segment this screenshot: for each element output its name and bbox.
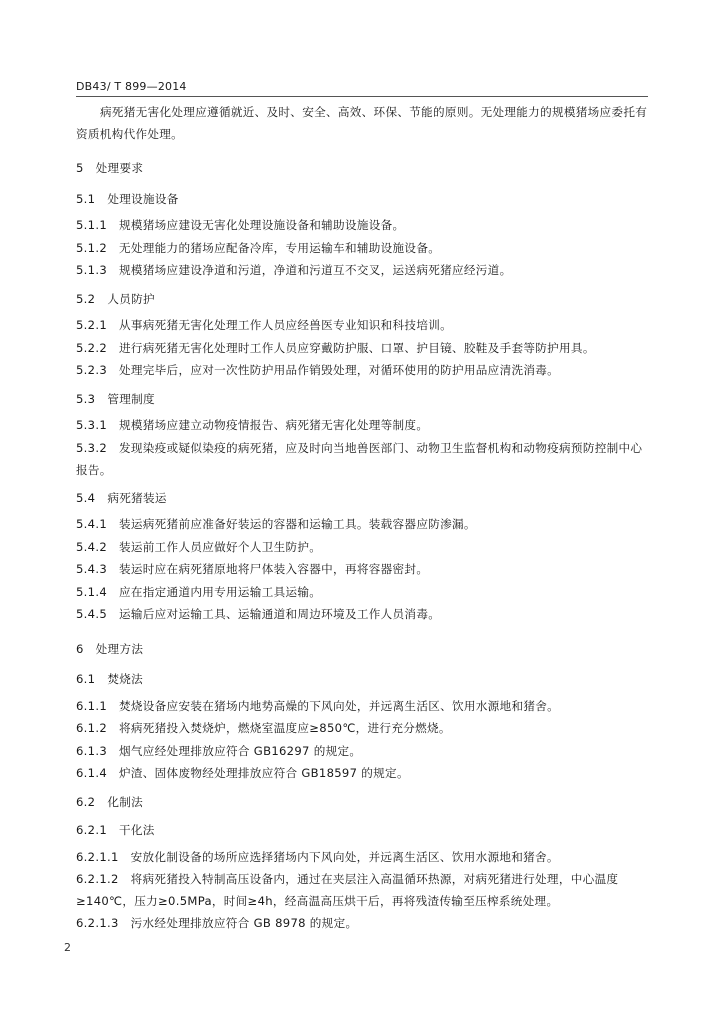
clause-number: 6.1.3	[76, 743, 107, 758]
subsection-title: 焚烧法	[107, 672, 143, 686]
clause	[76, 717, 648, 740]
clause-text: 规模猪场应建立动物疫情报告、病死猪无害化处理等制度。	[118, 418, 429, 432]
clause-text: 将病死猪投入焚烧炉，燃烧室温度应≥850℃，进行充分燃烧。	[118, 721, 451, 735]
clause-text: 将病死猪投入特制高压设备内，通过在夹层注入高温循环热源，对病死猪进行处理，中心温度≥140℃，压力≥0.5MPa，时间≥4h，经高温高压烘干后，再将残渣传输至压榨系统处理。	[76, 872, 619, 908]
clause	[76, 912, 648, 935]
clause-text: 焚烧设备应安装在猪场内地势高燥的下风向处，并远离生活区、饮用水源地和猪舍。	[118, 698, 560, 713]
subsection-title: 化制法	[107, 794, 143, 809]
clause-text: 无处理能力的猪场应配备冷库，专用运输车和辅助设施设备。	[118, 240, 441, 255]
clause-number: 5.3.1	[76, 418, 107, 432]
subsection-heading	[76, 388, 648, 411]
clause-number: 5.2.3	[76, 363, 107, 377]
subsubsection-heading	[76, 819, 648, 842]
clause	[76, 581, 648, 604]
clause-text: 装运时应在病死猪原地将尸体装入容器中，再将容器密封。	[118, 562, 429, 576]
subsection-title: 病死猪装运	[107, 490, 167, 505]
subsection-title: 管理制度	[107, 391, 155, 406]
clause-text: 烟气应经处理排放应符合 GB16297 的规定。	[118, 743, 362, 758]
clause-text: 应在指定通道内用专用运输工具运输。	[118, 584, 322, 599]
subsection-number: 5.3	[76, 391, 96, 406]
clause-text: 装运病死猪前应准备好装运的容器和运输工具。装载容器应防渗漏。	[118, 517, 476, 531]
clause	[76, 237, 648, 260]
subsection-number: 5.2	[76, 291, 96, 306]
subsection-number: 6.2	[76, 794, 96, 809]
subsection-number: 5.1	[76, 191, 96, 206]
clause	[76, 868, 648, 912]
clause-text: 安放化制设备的场所应选择猪场内下风向处，并远离生活区、饮用水源地和猪舍。	[130, 849, 559, 864]
clause	[76, 762, 648, 785]
subsection-heading	[76, 668, 648, 691]
section-title: 处理方法	[95, 641, 144, 656]
subsection-heading	[76, 791, 648, 814]
subsection-number: 6.1	[76, 672, 96, 686]
section-title: 处理要求	[95, 161, 144, 175]
clause-number: 5.4.3	[76, 562, 107, 576]
clause	[76, 314, 648, 337]
clause	[76, 740, 648, 763]
clause-number: 5.2.2	[76, 340, 107, 355]
clause	[76, 695, 648, 718]
subsection-number: 5.4	[76, 490, 96, 505]
section-number: 5	[76, 161, 84, 175]
standard-code: DB43/ T 899—2014	[76, 80, 187, 93]
clause	[76, 846, 648, 869]
clause-number: 5.4.2	[76, 539, 107, 554]
clause-number: 5.2.1	[76, 318, 107, 332]
clause	[76, 214, 648, 237]
clause	[76, 603, 648, 626]
clause-text: 规模猪场应建设无害化处理设施设备和辅助设施设备。	[118, 218, 405, 232]
clause-text: 装运前工作人员应做好个人卫生防护。	[118, 539, 322, 554]
clause	[76, 337, 648, 360]
subsubsection-title: 干化法	[118, 823, 155, 837]
clause	[76, 259, 648, 282]
clause-text: 处理完毕后，应对一次性防护用品作销毁处理，对循环使用的防护用品应清洗消毒。	[118, 363, 560, 377]
header-divider	[76, 96, 648, 97]
clause	[76, 513, 648, 536]
section-heading	[76, 157, 648, 180]
subsection-title: 人员防护	[107, 291, 155, 306]
clause-number: 5.1.3	[76, 263, 107, 277]
clause-number: 5.1.4	[76, 584, 107, 599]
section-number: 6	[76, 641, 84, 656]
clause-text: 从事病死猪无害化处理工作人员应经兽医专业知识和科技培训。	[118, 318, 452, 332]
subsection-title: 处理设施设备	[107, 191, 179, 206]
intro-paragraph: 病死猪无害化处理应遵循就近、及时、安全、高效、环保、节能的原则。无处理能力的规模猪场应委托有资质机构代作处理。	[76, 105, 648, 141]
clause-text: 炉渣、固体废物经处理排放应符合 GB18597 的规定。	[118, 766, 409, 780]
document-body	[76, 101, 648, 935]
clause-number: 6.2.1.2	[76, 872, 119, 886]
clause-text: 进行病死猪无害化处理时工作人员应穿戴防护服、口罩、护目镜、胶鞋及手套等防护用具。	[118, 340, 595, 355]
clause-number: 6.1.1	[76, 698, 107, 713]
clause-text: 运输后应对运输工具、运输通道和周边环境及工作人员消毒。	[118, 607, 441, 621]
clause-number: 6.1.4	[76, 766, 107, 780]
subsubsection-number: 6.2.1	[76, 823, 107, 837]
clause-text: 发现染疫或疑似染疫的病死猪，应及时向当地兽医部门、动物卫生监督机构和动物疫病预防控制中心报告。	[76, 440, 643, 477]
clause-number: 5.4.1	[76, 517, 107, 531]
clause	[76, 359, 648, 382]
subsection-heading	[76, 188, 648, 211]
clause-text: 污水经处理排放应符合 GB 8978 的规定。	[130, 916, 358, 930]
clause	[76, 558, 648, 581]
clause-number: 5.3.2	[76, 440, 107, 455]
clause-number: 6.2.1.3	[76, 916, 119, 930]
clause-number: 6.1.2	[76, 721, 107, 735]
clause-number: 5.1.2	[76, 240, 107, 255]
clause	[76, 536, 648, 559]
clause-number: 5.1.1	[76, 218, 107, 232]
section-heading	[76, 638, 648, 661]
clause-number: 6.2.1.1	[76, 849, 119, 864]
clause-number: 5.4.5	[76, 607, 107, 621]
clause	[76, 437, 648, 481]
page-number: 2	[64, 941, 71, 954]
clause	[76, 414, 648, 437]
subsection-heading	[76, 288, 648, 311]
subsection-heading	[76, 487, 648, 510]
clause-text: 规模猪场应建设净道和污道，净道和污道互不交叉，运送病死猪应经污道。	[118, 263, 512, 277]
